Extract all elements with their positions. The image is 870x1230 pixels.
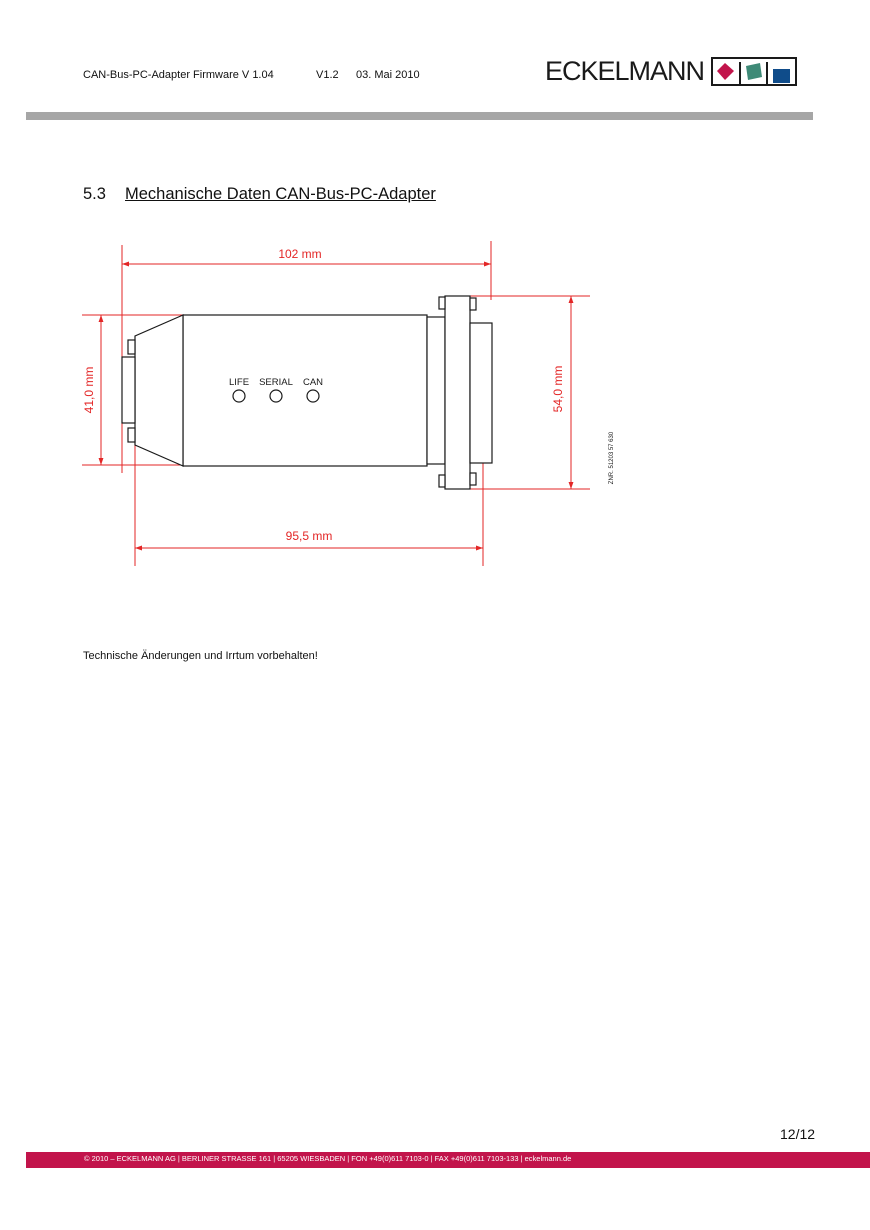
page-number: 12/12 xyxy=(780,1126,816,1142)
led-indicator-life xyxy=(233,390,245,402)
adapter-outline xyxy=(122,296,492,489)
dim-label-height-connector: 54,0 mm xyxy=(551,365,565,413)
drawing-number: ZNR. 51203 57 630 xyxy=(609,431,615,485)
footer-text: © 2010 – ECKELMANN AG | BERLINER STRASSE 161 | 65205 WIESBADEN | FON +49(0)611 7103-0 | FAX +49(0)611 7103-133 | eckelmann.de xyxy=(84,1154,572,1163)
connector-shell xyxy=(470,323,492,463)
company-logo-text: ECKELMANN xyxy=(545,56,705,86)
led-label-serial: SERIAL xyxy=(259,377,293,388)
disclaimer-text: Technische Änderungen und Irrtum vorbehalten! xyxy=(83,650,318,662)
left-tab xyxy=(128,428,135,442)
screw-nut xyxy=(470,298,476,310)
document-version: V1.2 xyxy=(316,69,339,81)
adapter-body xyxy=(183,315,427,466)
screw-head xyxy=(439,475,445,487)
document-date: 03. Mai 2010 xyxy=(356,69,420,81)
adapter-nose xyxy=(135,315,183,466)
led-label-can: CAN xyxy=(302,377,324,388)
left-connector xyxy=(122,357,135,423)
dim-label-height-body: 41,0 mm xyxy=(82,366,96,414)
section-number: 5.3 xyxy=(83,185,106,203)
connector-collar xyxy=(427,317,445,464)
led-label-life: LIFE xyxy=(228,377,250,388)
connector-flange xyxy=(445,296,470,489)
screw-nut xyxy=(470,473,476,485)
screw-head xyxy=(439,297,445,309)
section-title: Mechanische Daten CAN-Bus-PC-Adapter xyxy=(125,185,436,203)
document-title: CAN-Bus-PC-Adapter Firmware V 1.04 xyxy=(83,69,274,81)
dim-label-length-total: 102 mm xyxy=(278,247,322,261)
led-indicator-can xyxy=(307,390,319,402)
footer-bar xyxy=(26,1152,870,1168)
led-indicator-serial xyxy=(270,390,282,402)
dim-label-length-body: 95,5 mm xyxy=(285,529,333,543)
left-tab xyxy=(128,340,135,354)
